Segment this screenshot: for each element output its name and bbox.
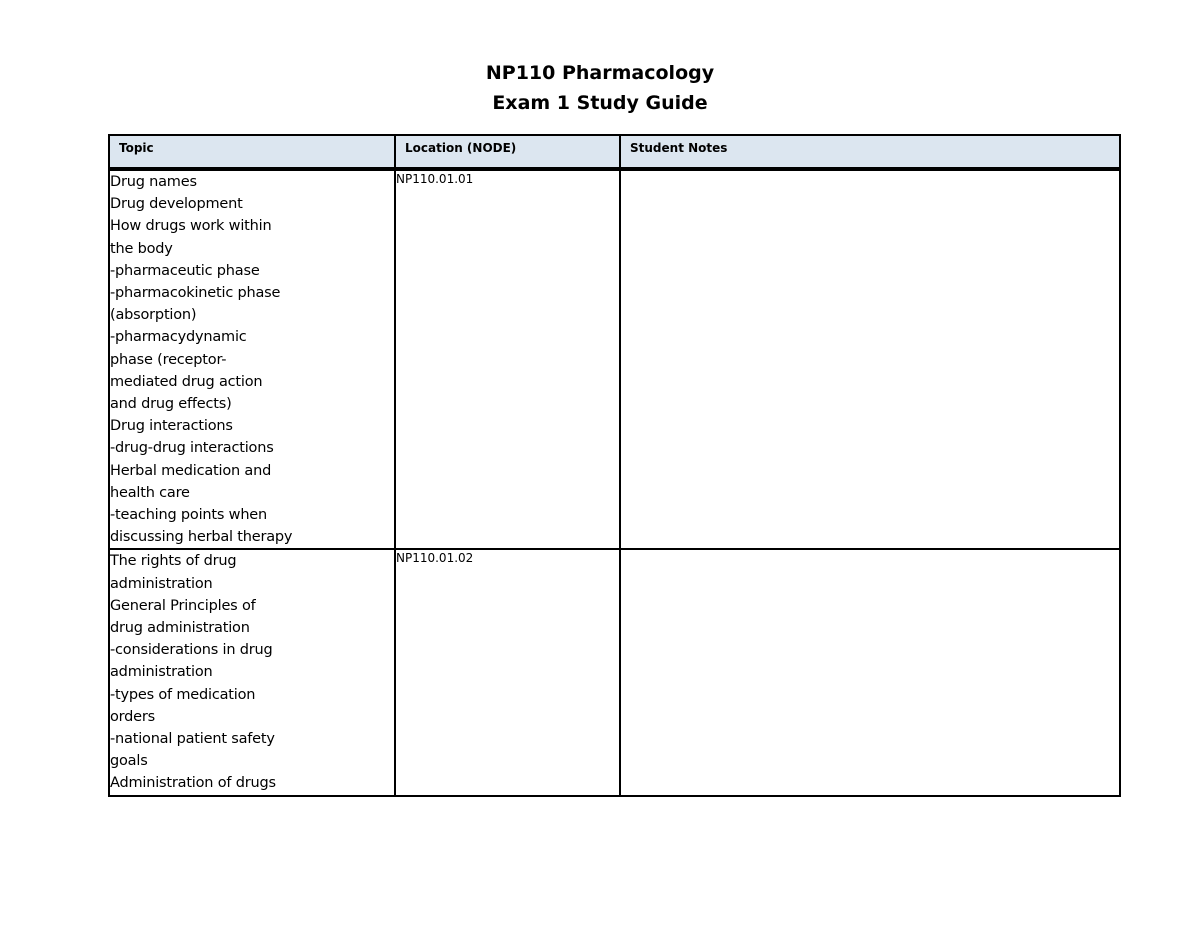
table-header-row: [109, 135, 1120, 169]
topic-line: (absorption): [110, 307, 197, 324]
topic-line: Drug interactions: [110, 418, 233, 435]
header-student-notes: Student Notes: [620, 135, 1120, 169]
topic-line: Drug names: [110, 174, 197, 190]
topic-line: health care: [110, 484, 190, 501]
topic-line: administration: [110, 575, 213, 592]
title-subtitle: Exam 1 Study Guide: [492, 92, 708, 114]
topic-line: goals: [110, 753, 148, 770]
topic-line: General Principles of: [110, 597, 256, 614]
topic-line: phase (receptor-: [110, 351, 227, 368]
title-course: NP110 Pharmacology: [485, 62, 715, 84]
topic-line: -teaching points when: [110, 507, 268, 524]
topic-line: How drugs work within: [110, 218, 272, 235]
topic-line: The rights of drug: [110, 553, 237, 570]
topic-line: -drug-drug interactions: [110, 440, 274, 457]
header-location: Location (NODE): [395, 135, 620, 169]
table-row: [109, 549, 1120, 795]
location-cell: NP110.01.01: [395, 169, 620, 549]
header-topic: Topic: [109, 135, 395, 169]
document-title: [0, 58, 1200, 118]
topic-line: orders: [110, 708, 156, 725]
topic-line: and drug effects): [110, 396, 232, 413]
topic-line: Administration of drugs: [110, 775, 276, 792]
student-notes-cell[interactable]: [620, 169, 1120, 549]
topic-cell: [109, 169, 395, 549]
topic-line: Drug development: [110, 196, 243, 213]
study-guide-table: [108, 134, 1121, 797]
topic-line: -types of medication: [110, 686, 256, 703]
topic-line: -national patient safety: [110, 731, 275, 748]
location-cell: NP110.01.02: [395, 549, 620, 795]
student-notes-cell[interactable]: [620, 549, 1120, 795]
topic-line: -pharmacydynamic: [110, 329, 247, 346]
topic-line: administration: [110, 664, 213, 681]
table-row: [109, 169, 1120, 549]
topic-line: Herbal medication and: [110, 462, 272, 479]
topic-line: drug administration: [110, 620, 250, 637]
topic-line: -considerations in drug: [110, 642, 273, 659]
topic-line: discussing herbal therapy: [110, 529, 293, 546]
topic-cell: [109, 549, 395, 795]
topic-line: -pharmaceutic phase: [110, 262, 260, 279]
topic-line: mediated drug action: [110, 373, 263, 390]
topic-line: the body: [110, 240, 173, 257]
topic-line: -pharmacokinetic phase: [110, 285, 281, 302]
